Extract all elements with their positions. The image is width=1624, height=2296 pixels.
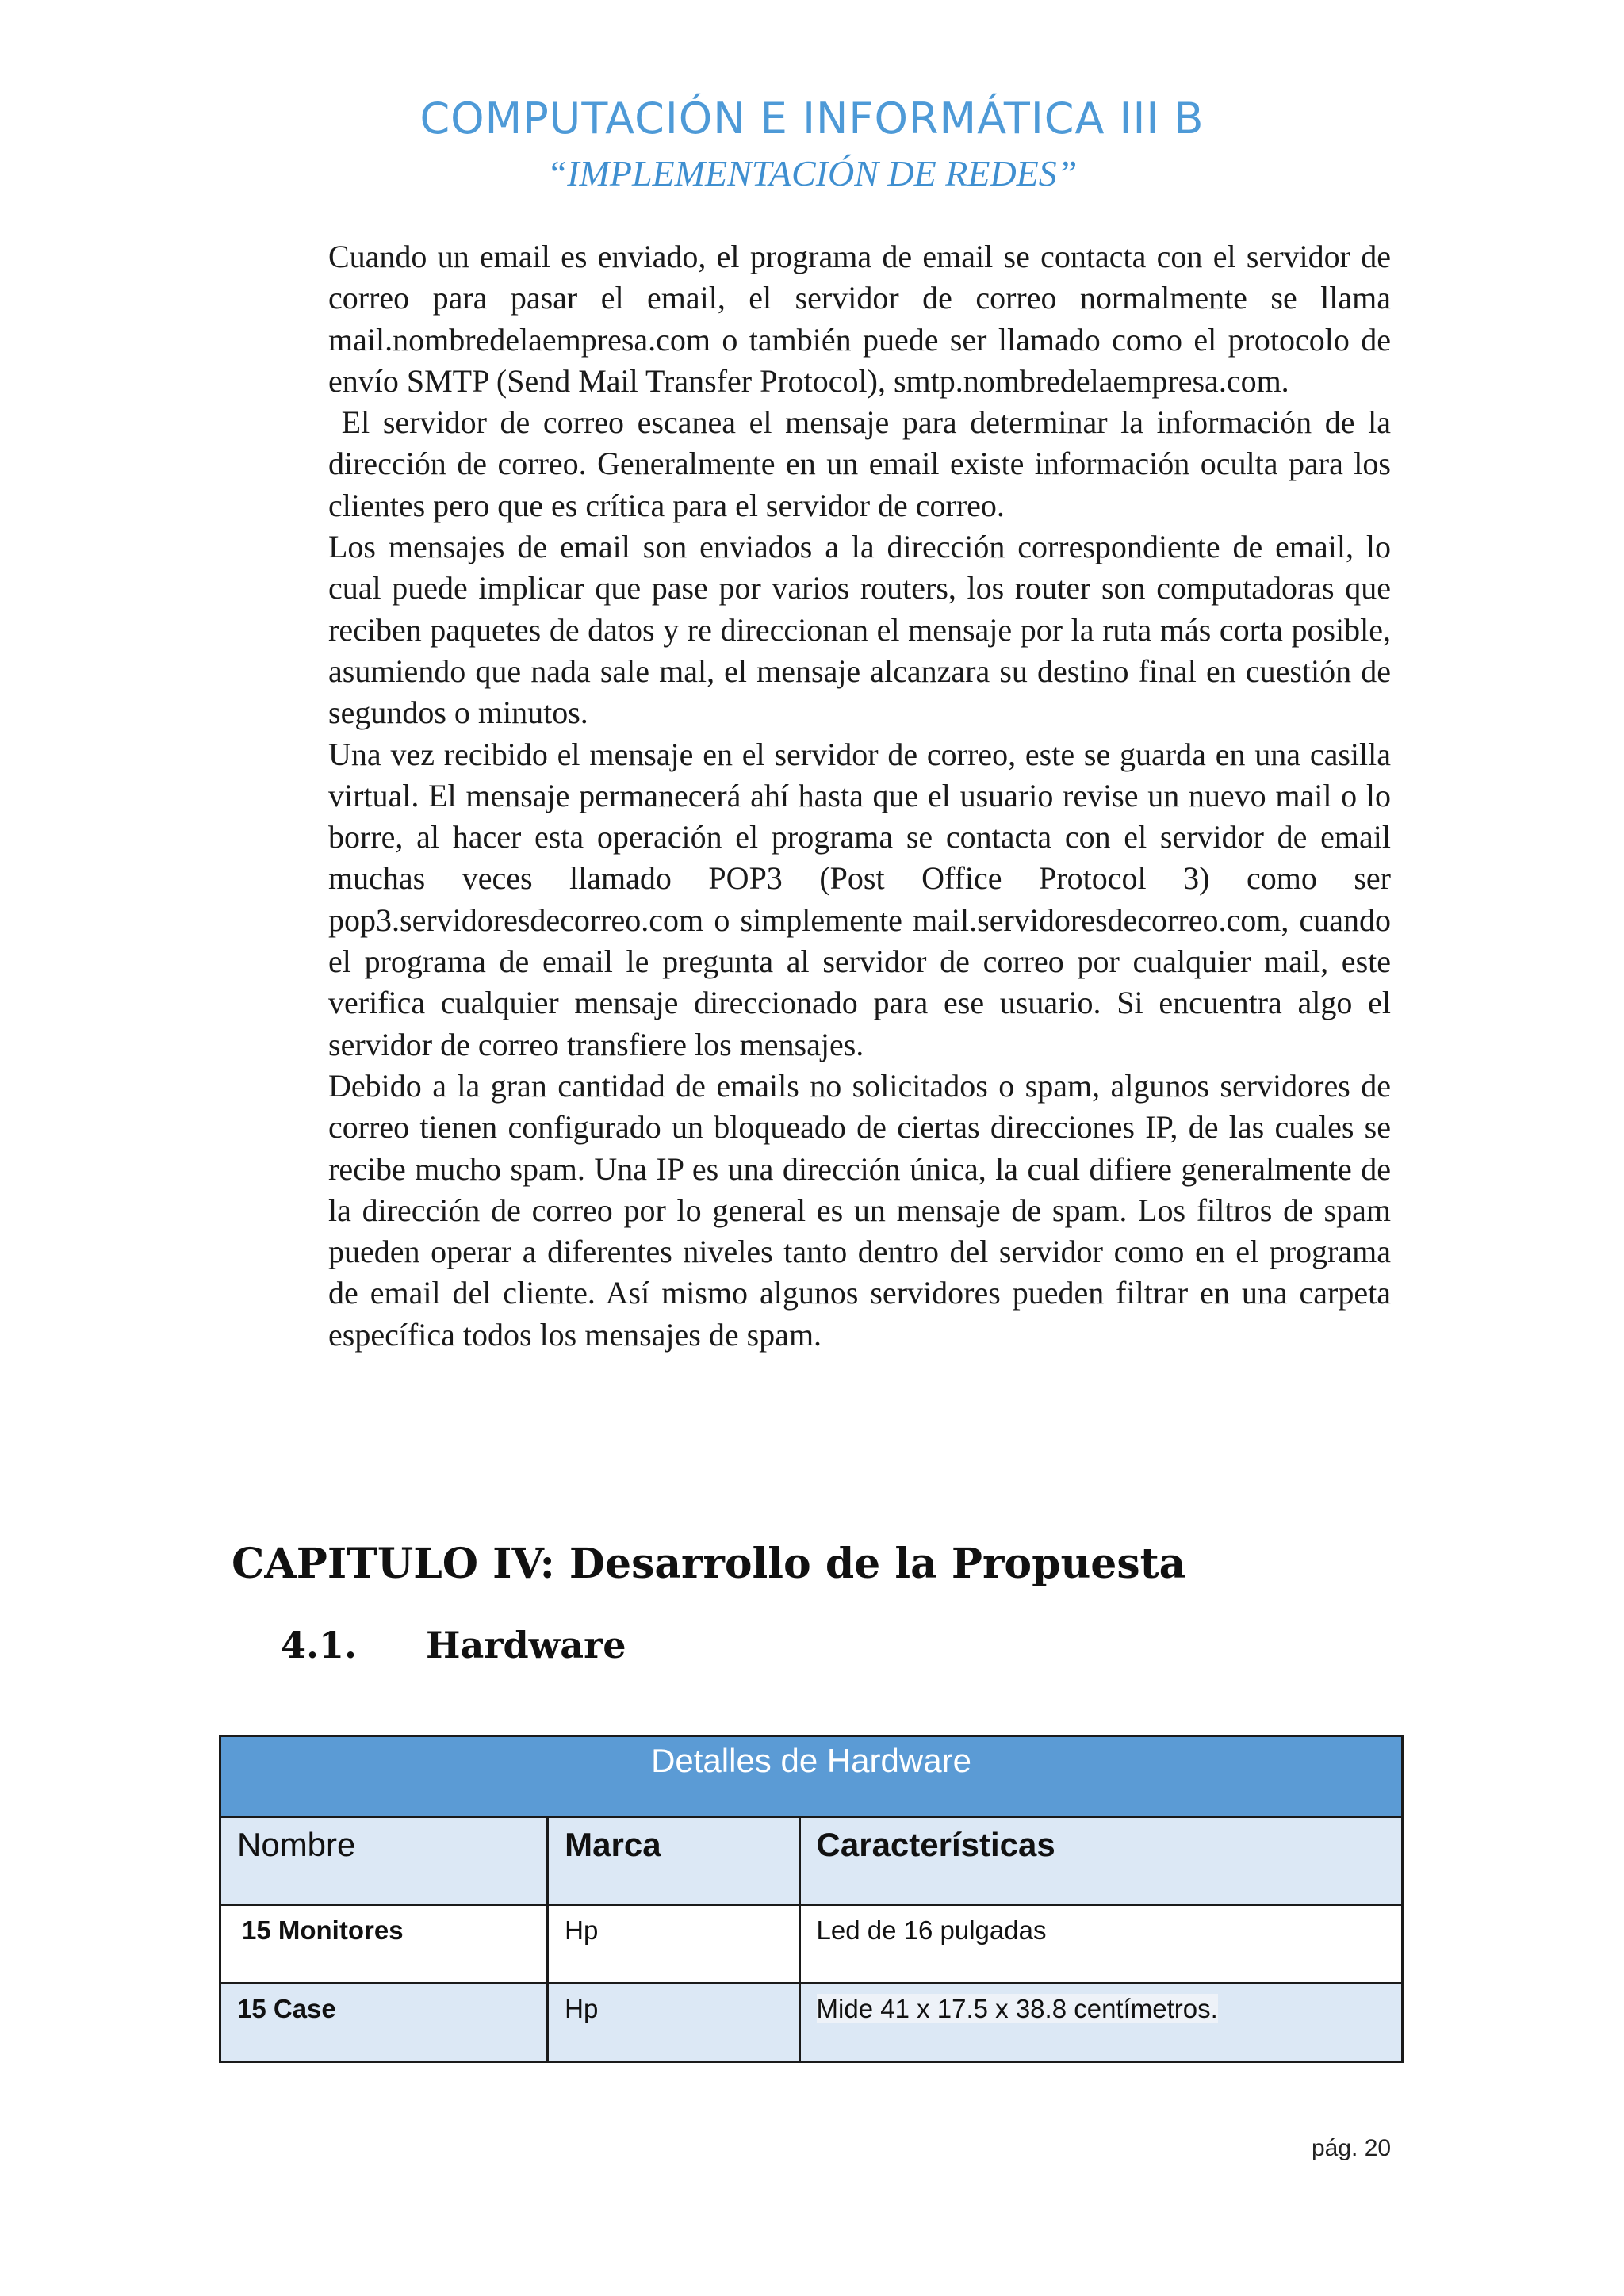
paragraph: Los mensajes de email son enviados a la dirección correspondiente de email, lo cual puede implicar que pase por varios routers, los router son computadoras que reciben paquetes de datos y re direccionan el mensaje por la ruta más corta posible, asumiendo que nada sale mal, el mensaje alcanzara su destino final en cuestión de segundos o minutos.	[328, 529, 1391, 731]
header-cell: Características	[799, 1817, 1402, 1905]
table-cell: 15 Case	[220, 1984, 548, 2062]
table-caption: Detalles de Hardware	[220, 1736, 1403, 1817]
header-subtitle: “IMPLEMENTACIÓN DE REDES”	[546, 153, 1078, 193]
paragraph: Cuando un email es enviado, el programa de email se contacta con el servidor de correo para pasar el email, el servidor de correo normalmente se llama mail.nombredelaempresa.com o también puede ser llamado como el protocolo de envío SMTP (Send Mail Transfer Protocol), smtp.nombredelaempresa.com.	[328, 239, 1391, 399]
table-caption-row	[220, 1736, 1403, 1817]
table-cell: Mide 41 x 17.5 x 38.8 centímetros.	[799, 1984, 1402, 2062]
table-cell: Hp	[548, 1905, 799, 1984]
hardware-table	[219, 1735, 1404, 2063]
paragraph: Debido a la gran cantidad de emails no solicitados o spam, algunos servidores de correo tienen configurado un bloqueado de ciertas direcciones IP, de las cuales se recibe mucho spam. Una IP es una dirección única, la cual difiere generalmente de la dirección de correo por lo general es un mensaje de spam. Los filtros de spam pueden operar a diferentes niveles tanto dentro del servidor como en el programa de email del cliente. Así mismo algunos servidores pueden filtrar en una carpeta específica todos los mensajes de spam.	[328, 1067, 1391, 1353]
table-cell: Led de 16 pulgadas	[799, 1905, 1402, 1984]
table-cell: Hp	[548, 1984, 799, 2062]
body-text	[328, 236, 1400, 1356]
section-number: 4.1.	[281, 1624, 358, 1667]
table-cell: 15 Monitores	[220, 1905, 548, 1984]
paragraph: El servidor de correo escanea el mensaje para determinar la información de la dirección de correo. Generalmente en un email existe información oculta para los clientes pero que es crítica para el servidor de correo.	[328, 404, 1400, 523]
table-row	[220, 1905, 1403, 1984]
header-cell: Nombre	[220, 1817, 548, 1905]
header-title: COMPUTACIÓN E INFORMÁTICA III B	[419, 94, 1205, 144]
table-header-row	[220, 1817, 1403, 1905]
chapter-heading: CAPITULO IV: Desarrollo de la Propuesta	[232, 1540, 1186, 1588]
table-row	[220, 1984, 1403, 2062]
page-number: pág. 20	[1312, 2135, 1392, 2161]
section-heading	[281, 1624, 626, 1667]
paragraph: Una vez recibido el mensaje en el servidor de correo, este se guarda en una casilla virtual. El mensaje permanecerá ahí hasta que el usuario revise un nuevo mail o lo borre, al hacer esta operación el programa se contacta con el servidor de email muchas veces llamado POP3 (Post Office Protocol 3) como ser pop3.servidoresdecorreo.com o simplemente mail.servidoresdecorreo.com, cuando el programa de email le pregunta al servidor de correo por cualquier mail, este verifica cualquier mensaje direccionado para ese usuario. Si encuentra algo el servidor de correo transfiere los mensajes.	[328, 736, 1391, 1062]
section-title: Hardware	[426, 1624, 626, 1667]
header-cell: Marca	[548, 1817, 799, 1905]
